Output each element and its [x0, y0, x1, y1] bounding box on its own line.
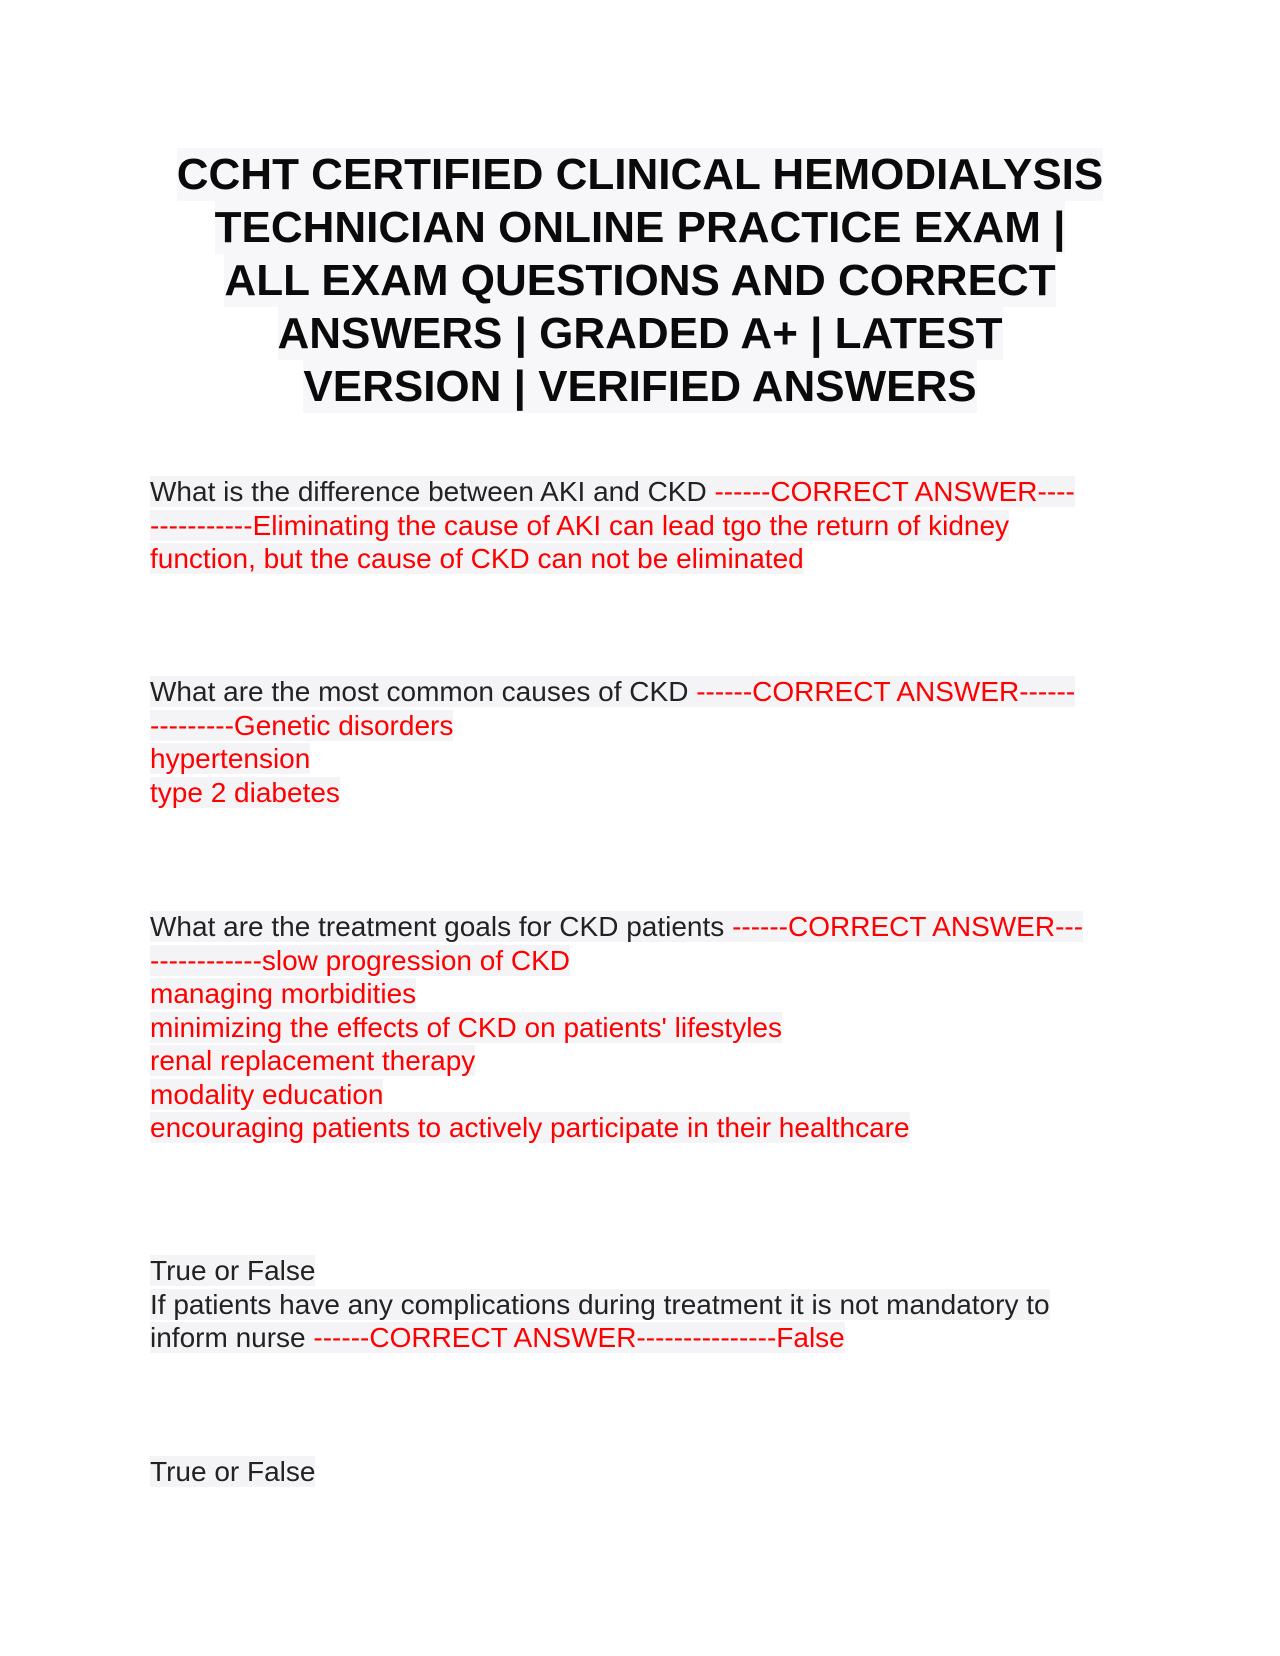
qa-item-1: [150, 475, 1140, 576]
question-line: If patients have any complications during treatment it is not mandatory to: [150, 1288, 1050, 1320]
answer-marker: ------CORRECT ANSWER----: [714, 476, 1075, 507]
answer-line: -----------Eliminating the cause of AKI can lead tgo the return of kidney: [150, 509, 1010, 541]
qa-item-2: [150, 675, 1140, 809]
answer-line: minimizing the effects of CKD on patients' lifestyles: [150, 1011, 782, 1043]
title-line-4: ANSWERS | GRADED A+ | LATEST: [277, 309, 1003, 358]
document-title: [150, 148, 1130, 413]
answer-marker: ------CORRECT ANSWER---------------False: [313, 1322, 845, 1353]
answer-line: ---------Genetic disorders: [150, 709, 454, 741]
title-line-1: CCHT CERTIFIED CLINICAL HEMODIALYSIS: [176, 150, 1104, 199]
title-line-5: VERSION | VERIFIED ANSWERS: [303, 362, 977, 411]
question-line: inform nurse: [150, 1322, 314, 1353]
answer-line: renal replacement therapy: [150, 1045, 476, 1076]
answer-line: encouraging patients to actively participate in their healthcare: [150, 1112, 910, 1143]
answer-line: function, but the cause of CKD can not be eliminated: [150, 543, 804, 574]
qa-item-3: [150, 910, 1140, 1145]
question-text: What are the treatment goals for CKD patients: [150, 911, 733, 942]
answer-marker: ------CORRECT ANSWER---: [732, 911, 1084, 942]
answer-marker: ------CORRECT ANSWER------: [696, 676, 1076, 707]
title-line-3: ALL EXAM QUESTIONS AND CORRECT: [224, 256, 1056, 305]
question-text: What is the difference between AKI and CKD: [150, 476, 715, 507]
answer-line: modality education: [150, 1078, 384, 1110]
question-line: True or False: [150, 1456, 316, 1487]
answer-line: hypertension: [150, 743, 311, 774]
answer-line: managing morbidities: [150, 978, 417, 1009]
question-line: True or False: [150, 1255, 316, 1286]
qa-item-4: [150, 1254, 1140, 1355]
qa-item-5: [150, 1455, 1140, 1489]
title-line-2: TECHNICIAN ONLINE PRACTICE EXAM |: [214, 203, 1066, 252]
question-text: What are the most common causes of CKD: [150, 676, 697, 707]
answer-line: ------------slow progression of CKD: [150, 944, 571, 976]
answer-line: type 2 diabetes: [150, 776, 340, 808]
